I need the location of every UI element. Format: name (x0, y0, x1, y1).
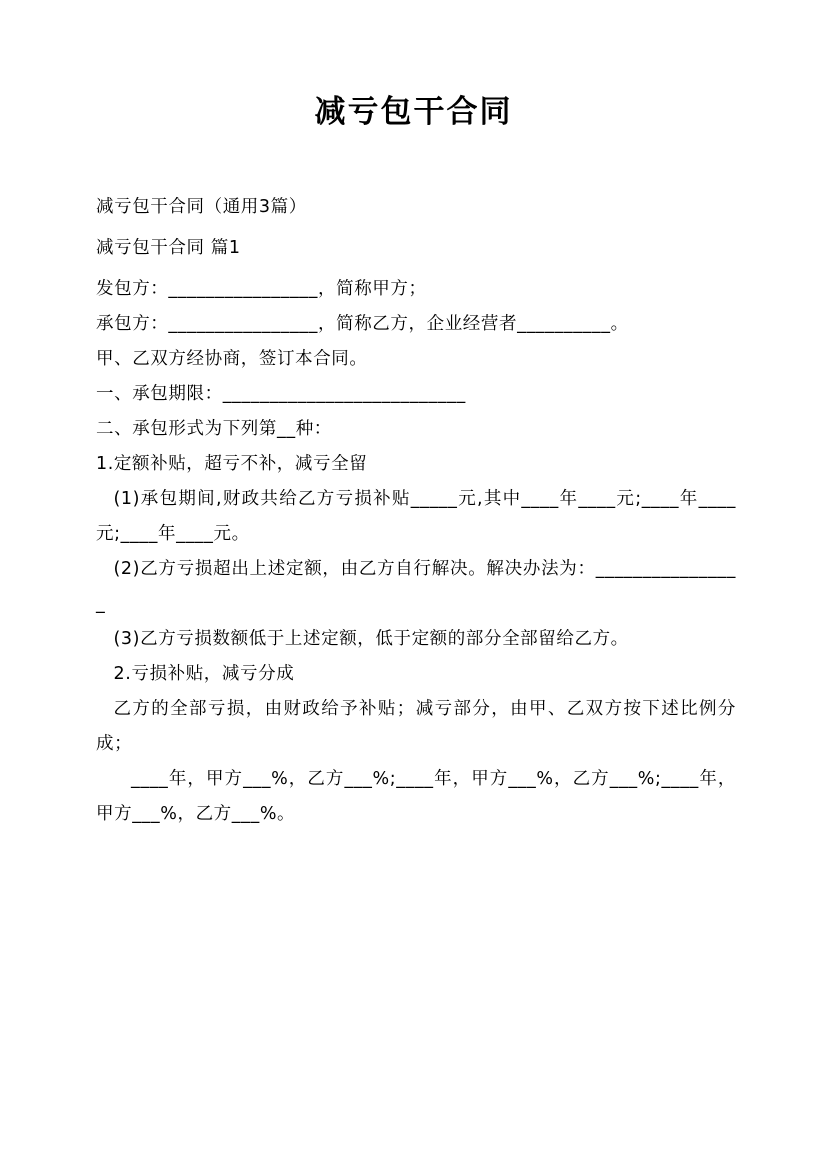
paragraph-clause-2: 二、承包形式为下列第__种： (96, 419, 332, 439)
paragraph-party-a: 发包方：________________，简称甲方； (96, 279, 427, 299)
paragraph-item-1: 1.定额补贴，超亏不补，减亏全留 (96, 454, 368, 474)
paragraph-agreement: 甲、乙双方经协商，签订本合同。 (96, 349, 368, 369)
paragraph-item-1-3: (3)乙方亏损数额低于上述定额，低于定额的部分全部留给乙方。 (113, 629, 629, 649)
paragraph-subtitle: 减亏包干合同（通用3篇） (96, 197, 307, 217)
paragraph-section-heading: 减亏包干合同 篇1 (96, 238, 241, 258)
paragraph-clause-1: 一、承包期限：__________________________ (96, 384, 466, 404)
paragraph-item-1-2: (2)乙方亏损超出上述定额，由乙方自行解决。解决办法为：________________ (96, 559, 736, 614)
paragraph-item-2: 2.亏损补贴，减亏分成 (113, 664, 295, 684)
paragraph-party-b: 承包方：________________，简称乙方，企业经营者__________。 (96, 314, 629, 334)
document-body (96, 190, 736, 832)
paragraph-item-2-ratios: ____年，甲方___%，乙方___%;____年，甲方___%，乙方___%;____年，甲方___%，乙方___%。 (96, 769, 736, 824)
page-title: 减亏包干合同 (314, 94, 513, 130)
paragraph-item-1-1: (1)承包期间,财政共给乙方亏损补贴_____元,其中____年____元;____年____元;____年____元。 (96, 489, 736, 544)
paragraph-item-2-body: 乙方的全部亏损，由财政给予补贴；减亏部分，由甲、乙双方按下述比例分成； (96, 699, 736, 754)
